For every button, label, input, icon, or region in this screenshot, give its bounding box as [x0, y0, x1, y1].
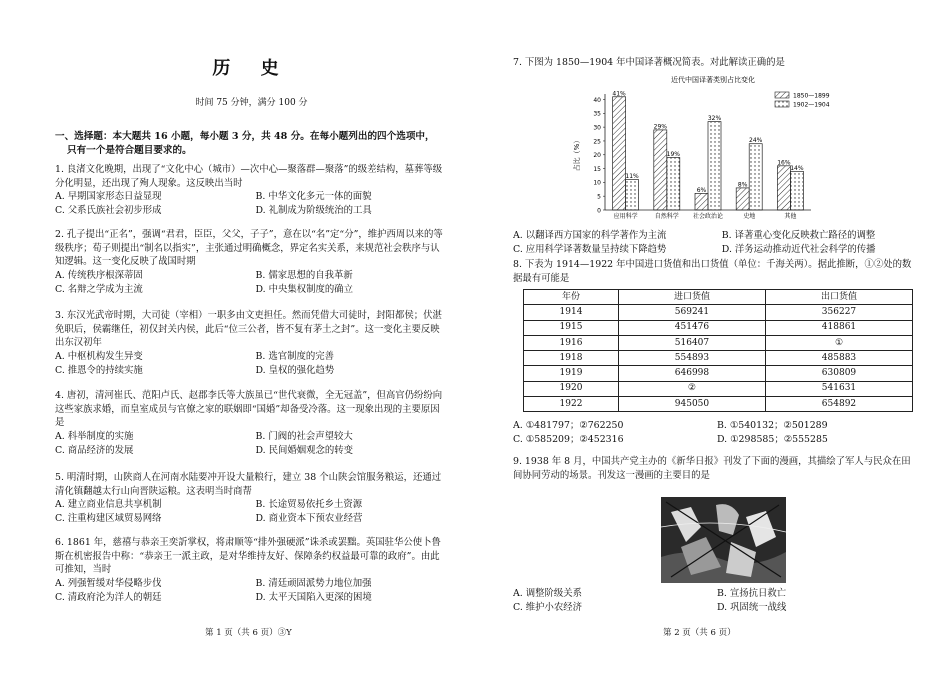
- bar-1902-1904: [667, 158, 680, 210]
- option-b[interactable]: B. 长途贸易依托乡土资源: [255, 499, 363, 511]
- cell-import: 516407: [618, 335, 765, 350]
- options: [55, 190, 448, 217]
- cell-export: ①: [765, 335, 912, 350]
- option-a[interactable]: A. 列强暂缓对华侵略步伐: [55, 577, 162, 589]
- data-label: 14%: [790, 164, 804, 172]
- option-d[interactable]: D. 皇权的强化趋势: [255, 364, 335, 376]
- question-8-stem: 8. 下表为 1914—1922 年中国进口货值和出口货值（单位：千海关两）。据此推断，①②处的数据最有可能是: [513, 259, 912, 284]
- question-7-options: [513, 229, 913, 256]
- bar-1902-1904: [708, 122, 721, 210]
- option-b[interactable]: B. 门阀的社会声望较大: [255, 430, 353, 442]
- question-5: [55, 471, 448, 526]
- y-tick-label: 35: [593, 110, 601, 118]
- option-a[interactable]: A. 中枢机构发生异变: [55, 350, 143, 362]
- options: [55, 430, 448, 457]
- section-heading: [55, 130, 448, 158]
- question-9-options: [513, 587, 913, 614]
- page-left: [55, 0, 448, 673]
- cell-import: 945050: [618, 397, 765, 412]
- page-right: [513, 0, 913, 673]
- x-tick-label: 自然科学: [654, 213, 679, 220]
- y-tick-label: 40: [593, 96, 601, 104]
- chart-legend: [775, 92, 830, 109]
- options: [513, 587, 913, 614]
- options: [513, 229, 913, 256]
- data-label: 16%: [777, 159, 791, 167]
- bar-1850-1899: [736, 188, 749, 210]
- chart-plot: [593, 90, 811, 220]
- y-tick-label: 30: [593, 124, 601, 132]
- option-a[interactable]: A. 建立商业信息共享机制: [55, 499, 162, 511]
- cell-export: 630809: [765, 366, 912, 381]
- cell-year: 1918: [524, 351, 619, 366]
- x-tick-label: 社会政治论: [692, 213, 724, 220]
- options: [55, 269, 448, 296]
- translation-chart: [513, 76, 913, 226]
- question-3: [55, 309, 448, 377]
- table-row: [524, 381, 913, 396]
- option-c[interactable]: C. 维护小农经济: [513, 601, 583, 613]
- data-label: 29%: [653, 123, 667, 131]
- option-b[interactable]: B. 清廷顽固派势力地位加强: [255, 577, 372, 589]
- bar-1902-1904: [749, 144, 762, 210]
- page-footer: 第 2 页（共 6 页）: [663, 628, 736, 638]
- question-stem: 6. 1861 年，慈禧与恭亲王奕訢掌权，将肃顺等“排外强硬派”诛杀或罢黜。英国驻华公使卜鲁斯在机密报告中称：“恭亲王一派主政，是对华维持友好、保障条约权益最可靠的政府”。由此可推知，当时: [55, 537, 441, 576]
- options: [55, 498, 448, 525]
- cell-import: ②: [618, 381, 765, 396]
- option-d[interactable]: D. 巩固统一战线: [717, 601, 787, 613]
- header-export: 出口货值: [765, 290, 912, 305]
- cell-year: 1922: [524, 397, 619, 412]
- chart-svg: [513, 76, 913, 226]
- option-b[interactable]: B. 选官制度的完善: [255, 350, 334, 362]
- question-stem: 3. 东汉光武帝时期，大司徒（宰相）一职多由文吏担任。然而凭借大司徒时，封阳都侯；伏湛免职后，侯霸继任，初仅封关内侯，此后“位三公者，皆不复有茅土之封”。这一变化主要反映出东汉初年: [55, 310, 442, 349]
- bar-1902-1904: [790, 171, 803, 210]
- page-footer: 第 1 页（共 6 页）③Y: [205, 628, 292, 638]
- data-label: 8%: [737, 181, 748, 189]
- option-d[interactable]: D. 礼制成为阶级统治的工具: [255, 204, 372, 216]
- section-line-1: 一、选择题：本大题共 16 小题，每小题 3 分，共 48 分。在每小题列出的四个选项中，: [55, 131, 435, 142]
- x-tick-label: 其他: [784, 213, 797, 220]
- options: [55, 350, 448, 377]
- cell-export: 485883: [765, 351, 912, 366]
- exam-title: 历 史: [212, 58, 291, 79]
- table-header-row: [524, 290, 913, 305]
- table-row: [524, 351, 913, 366]
- y-tick-label: 15: [593, 165, 601, 173]
- question-1: [55, 163, 448, 218]
- cell-import: 569241: [618, 305, 765, 320]
- table-row: [524, 320, 913, 335]
- question-stem: 4. 唐初，清河崔氏、范阳卢氏、赵郡李氏等大族虽已“世代衰微，全无冠盖”，但高官仍纷纷向这些家族求婚，而皇室成员与官僚之家的联姻即“国婚”却备受冷落。这一现象出现的主要原因是: [55, 390, 443, 429]
- data-label: 6%: [696, 186, 707, 194]
- option-c[interactable]: C. 父系氏族社会初步形成: [55, 204, 162, 216]
- cell-year: 1915: [524, 320, 619, 335]
- legend-swatch: [775, 92, 789, 98]
- option-b[interactable]: B. 宣扬抗日救亡: [717, 588, 787, 599]
- data-label: 32%: [707, 115, 722, 123]
- bar-1850-1899: [695, 193, 708, 210]
- option-d[interactable]: D. ①298585；②555285: [717, 433, 828, 445]
- data-label: 24%: [749, 137, 763, 145]
- question-4: [55, 389, 448, 457]
- cell-import: 646998: [618, 366, 765, 381]
- option-c[interactable]: C. 推恩令的持续实施: [55, 364, 143, 376]
- option-b[interactable]: B. 译著重心变化反映救亡路径的调整: [721, 230, 876, 241]
- option-a[interactable]: A. ①481797；②762250: [513, 420, 624, 431]
- cell-import: 451476: [618, 320, 765, 335]
- option-d[interactable]: D. 中央集权制度的确立: [255, 283, 354, 295]
- question-stem: 1. 良渚文化晚期，出现了“文化中心（城市）—次中心—聚落群—聚落”的级差结构，墓葬等级分化明显，还出现了殉人现象。这反映出当时: [55, 164, 443, 189]
- data-label: 19%: [666, 151, 680, 159]
- y-tick-label: 5: [597, 193, 601, 201]
- section-line-2: 只有一个是符合题目要求的。: [67, 144, 192, 156]
- option-a[interactable]: A. 早期国家形态日益显现: [55, 191, 162, 203]
- option-a[interactable]: A. 科举制度的实施: [55, 430, 134, 442]
- option-b[interactable]: B. 中华文化多元一体的面貌: [255, 191, 372, 203]
- cell-year: 1916: [524, 335, 619, 350]
- option-a[interactable]: A. 传统秩序根深蒂固: [55, 269, 143, 281]
- table-row: [524, 335, 913, 350]
- data-label: 11%: [625, 173, 639, 181]
- option-b[interactable]: B. 儒家思想的自我革新: [255, 269, 353, 281]
- question-6: [55, 536, 448, 604]
- cell-import: 554893: [618, 351, 765, 366]
- data-label: 41%: [612, 90, 626, 98]
- table-row: [524, 305, 913, 320]
- table-row: [524, 397, 913, 412]
- y-tick-label: 25: [593, 138, 601, 146]
- option-c[interactable]: C. 注重构建区域贸易网络: [55, 512, 162, 524]
- question-stem: 5. 明清时期，山陕商人在河南水陆要冲开设大量粮行，建立 38 个山陕会馆服务粮运，还通过清化镇翻越太行山向晋陕运粮。这表明当时商帮: [55, 472, 442, 497]
- bar-1902-1904: [626, 180, 639, 210]
- cell-year: 1920: [524, 381, 619, 396]
- x-tick-label: 应用科学: [613, 213, 638, 220]
- cell-year: 1919: [524, 366, 619, 381]
- trade-table: [523, 289, 913, 412]
- options: [513, 419, 913, 446]
- option-d[interactable]: D. 太平天国陷入更深的困境: [255, 591, 372, 603]
- question-9-stem: 9. 1938 年 8 月，中国共产党主办的《新华日报》刊发了下面的漫画，其描绘了军人与民众在田间协同劳动的场景。刊发这一漫画的主要目的是: [513, 456, 911, 481]
- cell-year: 1914: [524, 305, 619, 320]
- option-c[interactable]: C. 商品经济的发展: [55, 444, 134, 456]
- cell-export: 418861: [765, 320, 912, 335]
- legend-swatch: [775, 101, 789, 107]
- y-tick-label: 20: [593, 152, 601, 160]
- question-2: [55, 228, 448, 296]
- option-d[interactable]: D. 商业资本下预农业经营: [255, 512, 363, 524]
- option-c[interactable]: C. ①585209；②452316: [513, 433, 624, 445]
- option-a[interactable]: A. 调整阶级关系: [513, 588, 582, 599]
- question-7-stem: 7. 下图为 1850—1904 年中国译著概况简表。对此解读正确的是: [513, 57, 785, 68]
- exam-meta: 时间 75 分钟，满分 100 分: [195, 98, 308, 108]
- cell-export: 654892: [765, 397, 912, 412]
- cell-export: 541631: [765, 381, 912, 396]
- option-a[interactable]: A. 以翻译西方国家的科学著作为主流: [513, 230, 667, 241]
- option-b[interactable]: B. ①540132；②501289: [717, 420, 828, 431]
- option-d[interactable]: D. 民间婚姻观念的转变: [255, 444, 354, 456]
- option-c[interactable]: C. 名辩之学成为主流: [55, 283, 143, 295]
- header-year: 年份: [524, 290, 619, 305]
- y-tick-label: 10: [593, 179, 601, 187]
- legend-label: 1902—1904: [793, 101, 830, 109]
- bar-1850-1899: [777, 166, 790, 210]
- option-c[interactable]: C. 应用科学译著数量呈持续下降趋势: [513, 243, 667, 255]
- cell-export: 356227: [765, 305, 912, 320]
- bar-1850-1899: [654, 130, 667, 210]
- y-tick-label: 0: [597, 207, 601, 215]
- question-8-options: [513, 419, 913, 446]
- x-tick-label: 史地: [743, 213, 756, 220]
- legend-label: 1850—1899: [793, 92, 830, 100]
- option-c[interactable]: C. 清政府沦为洋人的朝廷: [55, 591, 162, 603]
- bar-1850-1899: [613, 97, 626, 210]
- table-row: [524, 366, 913, 381]
- chart-title: 近代中国译著类别占比变化: [671, 76, 755, 84]
- chart-ylabel: 占比（%）: [573, 136, 581, 172]
- question-stem: 2. 孔子提出“正名”，强调“君君，臣臣，父父，子子”，意在以“名”定“分”，维护西周以来的等级秩序；荀子则提出“制名以指实”，主张通过明确概念，界定名实关系，来规范社会秩序与认知逻辑。这一变化反映了战国时期: [55, 229, 443, 268]
- option-d[interactable]: D. 洋务运动推动近代社会科学的传播: [721, 243, 876, 255]
- header-import: 进口货值: [618, 290, 765, 305]
- cartoon-illustration: [661, 497, 786, 583]
- options: [55, 577, 448, 604]
